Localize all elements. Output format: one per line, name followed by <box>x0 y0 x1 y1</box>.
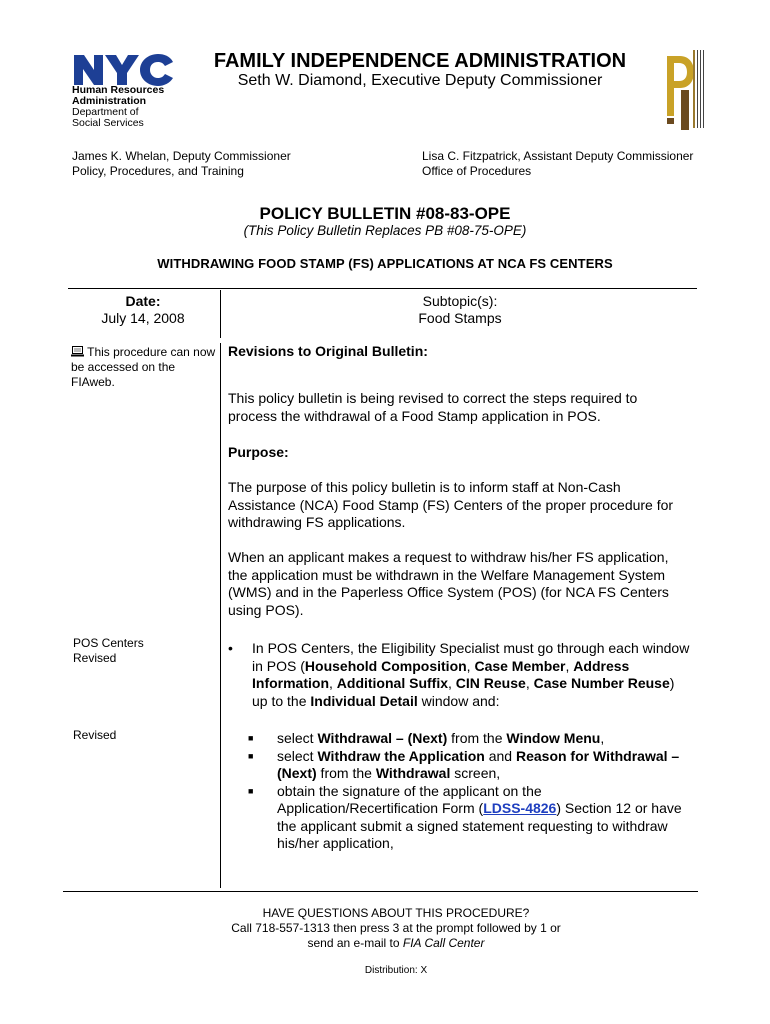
footer-questions <box>0 906 770 951</box>
hra-organization <box>72 85 164 129</box>
computer-icon <box>71 346 84 357</box>
executive-commissioner: Seth W. Diamond, Executive Deputy Commissioner <box>237 72 603 89</box>
agency-title: FAMILY INDEPENDENCE ADMINISTRATION <box>213 50 627 72</box>
column-divider <box>220 343 221 888</box>
ldss-4826-link[interactable]: LDSS-4826 <box>483 800 557 816</box>
square-bullet-icon: ■ <box>248 733 254 743</box>
top-rule <box>68 288 697 289</box>
purpose-heading: Purpose: <box>228 444 289 460</box>
deputy-office: Policy, Procedures, and Training <box>72 164 244 178</box>
fiaweb-note <box>71 345 217 390</box>
footer-line1: HAVE QUESTIONS ABOUT THIS PROCEDURE? <box>262 906 530 920</box>
hra-line3: Department of <box>72 106 139 118</box>
square-bullet-icon: ■ <box>248 785 254 796</box>
hra-line4: Social Services <box>72 117 144 129</box>
date-value: July 14, 2008 <box>101 310 185 326</box>
assistant-deputy-office: Office of Procedures <box>422 164 532 178</box>
pos-centers-note <box>73 636 144 666</box>
revised-label-1: Revised <box>73 651 117 665</box>
hra-line1: Human Resources <box>72 84 165 96</box>
pos-centers-label: POS Centers <box>73 636 144 650</box>
bullet-text: In POS Centers, the Eligibility Specialist must go through each window in POS (Household Composition, Case Member, Address Information, Additional Suffix, CIN Reuse, Case Number Reuse) up to the Individual Detail window and: <box>252 640 690 709</box>
revised-label-2: Revised <box>73 728 117 742</box>
pos-centers-bullet <box>228 640 690 710</box>
subtopic-label: Subtopic(s): <box>422 293 498 309</box>
assistant-deputy-block <box>422 149 693 179</box>
footer-line2: Call 718-557-1313 then press 3 at the prompt followed by 1 or <box>231 921 561 935</box>
fiaweb-note-text: This procedure can now be accessed on the FIAweb. <box>71 345 216 389</box>
revisions-heading: Revisions to Original Bulletin: <box>228 343 428 359</box>
replaces-note: (This Policy Bulletin Replaces PB #08-75-OPE) <box>243 223 527 238</box>
list-item: ■ select Withdraw the Application and Reason for Withdrawal – (Next) from the Withdrawal screen, <box>248 747 680 781</box>
list-item: ■ obtain the signature of the applicant on the Application/Recertification Form (LDSS-4826) Section 12 or have the applicant submit a signed statement requesting to withdraw his/her application, <box>248 782 682 851</box>
distribution: Distribution: X <box>364 965 428 976</box>
purpose-paragraph-1: The purpose of this policy bulletin is to inform staff at Non-Cash Assistance (NCA) Food Stamp (FS) Centers of the proper procedure for withdrawing FS applications. <box>228 479 674 530</box>
hra-line2: Administration <box>72 95 147 107</box>
meta-divider <box>220 290 221 338</box>
date-label: Date: <box>125 293 161 309</box>
bottom-rule <box>63 891 698 892</box>
bulletin-title: POLICY BULLETIN #08-83-OPE <box>259 204 511 223</box>
revisions-text: This policy bulletin is being revised to correct the steps required to process the withdrawal of a Food Stamp application in POS. <box>228 390 638 424</box>
subtopic-value: Food Stamps <box>418 310 502 326</box>
assistant-deputy-name: Lisa C. Fitzpatrick, Assistant Deputy Commissioner <box>422 149 694 163</box>
fia-call-center: FIA Call Center <box>402 936 485 950</box>
list-item: ■ select Withdrawal – (Next) from the Window Menu, <box>248 730 605 746</box>
square-bullet-icon: ■ <box>248 750 254 761</box>
deputy-commissioner-block <box>72 149 291 179</box>
purpose-paragraph-2: When an applicant makes a request to withdraw his/her FS application, the application must be withdrawn in the Welfare Management System (WMS) and in the Paperless Office System (POS) (for NCA FS Centers using POS). <box>228 549 669 618</box>
sub-bullet-list <box>248 730 688 853</box>
bullet-dot: • <box>228 640 233 656</box>
deputy-name: James K. Whelan, Deputy Commissioner <box>72 149 291 163</box>
subject-title: WITHDRAWING FOOD STAMP (FS) APPLICATIONS AT NCA FS CENTERS <box>157 256 613 271</box>
footer-line3: send an e-mail to FIA Call Center <box>307 936 485 950</box>
